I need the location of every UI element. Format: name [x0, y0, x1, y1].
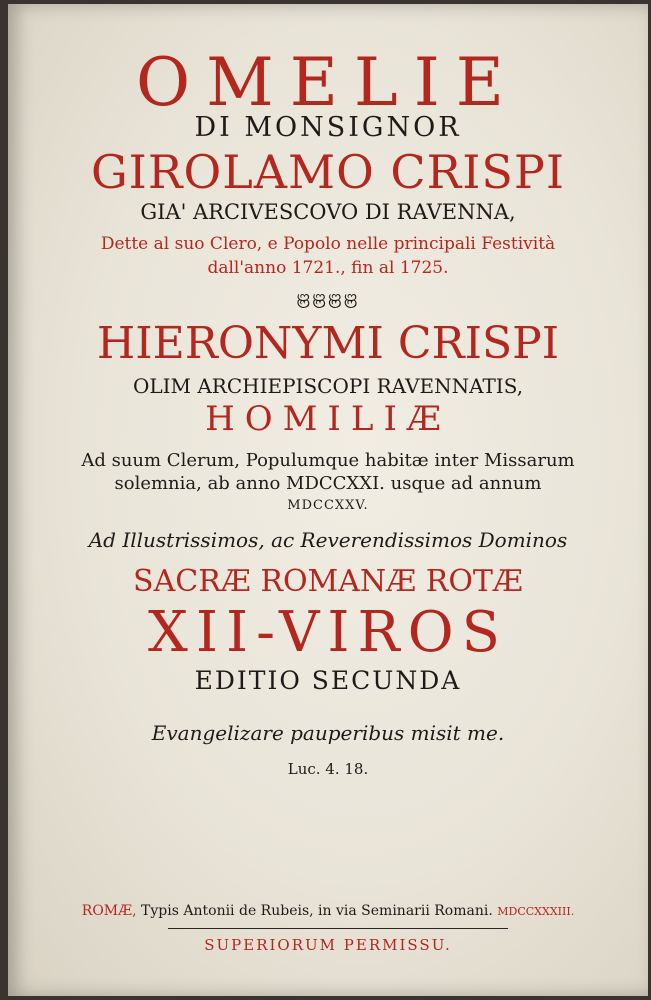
author-name-latin: HIERONYMI CRISPI	[96, 318, 560, 369]
latin-description-line-2: solemnia, ab anno MDCCXXI. usque ad annum	[114, 473, 542, 494]
author-office-latin: OLIM ARCHIEPISCOPI RAVENNATIS,	[132, 374, 524, 398]
imprint-rule	[168, 928, 508, 929]
dedicatee-line-2: XII-VIROS	[148, 600, 508, 665]
imprint-place: ROMÆ,	[81, 903, 137, 919]
latin-description-year: MDCCXXV.	[287, 498, 369, 513]
dedicatee-line-1: SACRÆ ROMANÆ ROTÆ	[133, 564, 523, 599]
author-office-italian: GIA' ARCIVESCOVO DI RAVENNA,	[140, 200, 516, 224]
latin-description-line-1: Ad suum Clerum, Populumque habitæ inter Missarum	[81, 450, 575, 471]
title-homiliae: HOMILIÆ	[205, 399, 451, 439]
permission-statement: SUPERIORUM PERMISSU.	[204, 936, 452, 954]
imprint-printer: Typis Antonii de Rubeis, in via Seminarii Romani.	[136, 903, 498, 919]
subtitle-di-monsignor: DI MONSIGNOR	[194, 112, 462, 143]
title-page	[8, 4, 648, 996]
title-omelie: OMELIE	[136, 44, 520, 121]
author-name-italian: GIROLAMO CRISPI	[90, 145, 566, 199]
description-line-1: Dette al suo Clero, e Popolo nelle principali Festività	[100, 234, 556, 254]
imprint-year: MDCCXXXIII.	[497, 905, 575, 918]
edition-statement: EDITIO SECUNDA	[194, 666, 462, 695]
epigraph-quote: Evangelizare pauperibus misit me.	[151, 721, 505, 745]
imprint	[8, 904, 648, 918]
description-line-2: dall'anno 1721., fin al 1725.	[207, 258, 449, 278]
epigraph-reference: Luc. 4. 18.	[287, 760, 369, 778]
dedication-line: Ad Illustrissimos, ac Reverendissimos Dominos	[88, 528, 568, 552]
ornament-divider: ଞଞଞଞ	[296, 289, 360, 314]
